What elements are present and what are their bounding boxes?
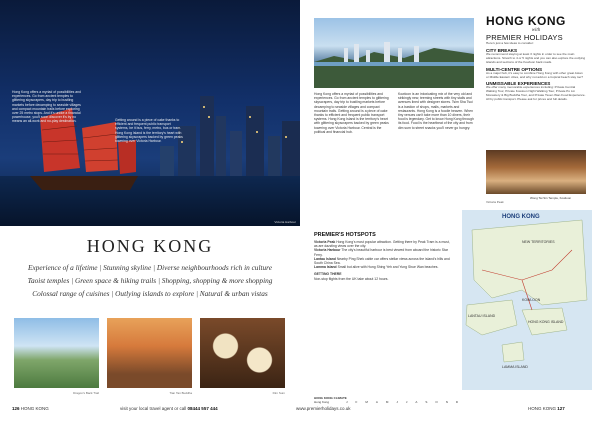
tagline-line-3: Colossal range of cuisines | Outlying islands to explore | Natural & urban vistas xyxy=(32,289,268,298)
hotspot-name: Lantau Island xyxy=(314,256,336,261)
footer-contact xyxy=(120,406,218,411)
map-label-kowloon: KOWLOON xyxy=(522,298,541,302)
tagline-line-2: Taoist temples | Green space & hiking trails | Shopping, shopping & more shopping xyxy=(27,276,273,285)
left-footer xyxy=(12,406,49,411)
footer-phone: 08444 557 444 xyxy=(187,406,218,411)
climate-month: M xyxy=(385,400,389,404)
footer-visit-text: visit your local travel agent or call xyxy=(120,406,187,411)
hotspot-item xyxy=(314,240,454,248)
hotspot-name: Victoria Harbour xyxy=(314,248,341,253)
sidebar-text-multi-centre: As a major hub, it's easy to combine Hong Kong with other great Asian or Middle Eastern cities, and why not add on a tropical beach stay too? xyxy=(486,70,583,79)
hotspots-title: PREMIER'S HOTSPOTS xyxy=(314,232,376,238)
climate-month: S xyxy=(425,400,428,404)
left-page-number: 126 xyxy=(12,406,20,411)
sidebar-text-experiences: We offer many memorable experiences including: Private Central Walking Tour, Private Kowloon Night Walking Tour, Private Po Lin Monastery & Big Buddha Tour, and Private Tsuen Wan Food Experience. All by public transport. Please ask for prices and full details. xyxy=(486,85,586,102)
map-label-hk-island: HONG KONG ISLAND xyxy=(528,320,564,324)
right-page xyxy=(296,0,600,422)
map-label-new-territories: NEW TERRITORIES xyxy=(522,240,555,244)
sidebar-heading-city-breaks: CITY BREAKS xyxy=(486,47,518,53)
sidebar-intro: Here's just a few ideas to consider: xyxy=(486,41,534,45)
thumb-dragons-back xyxy=(14,318,99,395)
sidebar-title: HONG KONG xyxy=(486,14,566,28)
temple-caption: Wong Tai Sin Temple, Kowloon xyxy=(530,196,572,200)
hotspot-item xyxy=(314,257,454,265)
climate-month: O xyxy=(435,400,438,404)
hong-kong-map[interactable] xyxy=(462,210,592,390)
map-label-lamma: LAMMA ISLAND xyxy=(502,365,528,369)
thumb-caption: Tian Tan Buddha xyxy=(169,391,192,395)
thumb-dim-sum xyxy=(200,318,285,395)
peak-view-photo xyxy=(314,18,474,88)
hotspots-list xyxy=(314,240,454,281)
peak-photo-credit: Victoria Peak xyxy=(486,200,504,204)
skyline-view-illustration xyxy=(314,18,474,88)
left-footer-section: HONG KONG xyxy=(20,406,49,411)
climate-month: J xyxy=(396,400,398,404)
climate-table xyxy=(314,396,586,406)
map-title: HONG KONG xyxy=(502,214,540,220)
thumb-buddha xyxy=(107,318,192,395)
intro-column-1: Hong Kong offers a myriad of possibilities and experiences. Go from ancient temples to glittering skyscrapers, day trip to bustling markets before decamping to seaside villages and compact mountain trails before exploring over 25 metro stops. And it's unlike a financial powerhouse, you'll soon discover it's by no means an all-work and no-play destination. xyxy=(12,90,81,124)
sidebar-brand: PREMIER HOLIDAYS xyxy=(486,33,563,42)
sidebar-heading-multi-centre: MULTI-CENTRE OPTIONS xyxy=(486,66,543,72)
right-page-number: 127 xyxy=(557,406,565,411)
getting-there-text: Non-stop flights from the UK take about 12 hours. xyxy=(314,276,389,281)
climate-row xyxy=(314,400,586,404)
climate-month: J xyxy=(405,400,408,404)
sidebar-text-city-breaks: We recommend staying at least 3 nights in order to see the main attractions. Stretch to 4 or 5 nights and you can also explore the outlying islands and sections of the Kowloon back roads. xyxy=(486,51,586,64)
climate-title: HONG KONG CLIMATE xyxy=(314,396,347,400)
footer-url[interactable]: www.premierholidays.co.uk xyxy=(296,406,351,411)
map-label-lantau: LANTAU ISLAND xyxy=(468,314,496,318)
hotspot-text: The city's beautiful harbour is best viewed from aboard the historic Star Ferry. xyxy=(314,248,448,257)
climate-month: J xyxy=(346,400,348,404)
climate-month: A xyxy=(415,400,418,404)
thumbnail-strip xyxy=(14,318,286,396)
climate-month: N xyxy=(445,400,448,404)
hotspot-text: Hong Kong's most popular attraction. Getting there by Peak Tram is a must, as are dazzling views over the city. xyxy=(314,240,450,249)
climate-month: A xyxy=(375,400,378,404)
hotspot-item xyxy=(314,248,454,256)
right-column-2: Kowloon is an intoxicating mix of the very old and strikingly new, teeming streets with tiny stalls and avenues lined with designer stores. Tsim Sha Tsui is a bastion of shops, malls, markets and restaurants. Hong Kong is a foodie heaven. When tiny venues can't take more than 10 diners, their food is legendary. Get to know Hong Kong through its food. Food is the heartbeat of the city and from dim sum to street snacks you'll never go hungry. xyxy=(398,92,474,130)
hero-photo-credit: Victoria Harbour xyxy=(274,220,296,224)
climate-month: M xyxy=(365,400,368,404)
right-footer xyxy=(528,406,565,411)
sidebar-with: with xyxy=(531,28,541,33)
temple-photo xyxy=(486,150,586,194)
thumb-caption: Dim Sum xyxy=(272,391,285,395)
hotspot-name: Victoria Peak xyxy=(314,240,336,244)
getting-there-heading: GETTING THERE xyxy=(314,272,342,277)
right-footer-section: HONG KONG xyxy=(528,406,557,411)
tagline-line-1: Experience of a lifetime | Stunning skyline | Diverse neighbourhoods rich in culture xyxy=(28,263,272,272)
premier-sidebar xyxy=(486,14,586,102)
climate-row-label: Hong Kong xyxy=(314,400,330,404)
page-title: HONG KONG xyxy=(86,236,214,256)
intro-column-2: Getting around is a piece of cake thanks to efficient and frequent public transport systems, be it bus, ferry, metro, bus or tram. Hong Kong Island is the territory's heart with glittering skyscrapers backed by green peaks towering over Victoria Harbour. xyxy=(115,118,183,144)
hotspot-name: Lamma Island xyxy=(314,265,337,270)
right-column-1: Hong Kong offers a myriad of possibilities and experiences. Go from ancient temples to glittering skyscrapers, day trip to bustling markets before decamping to seaside villages and compact mountain trails. Getting around is a piece of cake thanks to efficient and frequent public transport systems. Hong Kong Island is the territory's heart with glittering skyscrapers backed by green peaks towering over Victoria Harbour. Central is the political and financial hub. xyxy=(314,92,389,134)
climate-month: F xyxy=(355,400,358,404)
hotspot-item xyxy=(314,265,454,269)
climate-month: D xyxy=(455,400,459,404)
sidebar-heading-experiences: UNMISSABLE EXPERIENCES xyxy=(486,81,551,87)
hotspot-text: Small but alive with Hung Shing Yeh and Yung Shue Wan beaches. xyxy=(337,265,439,270)
thumb-caption: Dragon's Back Trail xyxy=(73,391,99,395)
hotspot-text: Nearby Ping Shek cable car offers stellar views across the island's hills and South China Sea. xyxy=(314,256,450,266)
